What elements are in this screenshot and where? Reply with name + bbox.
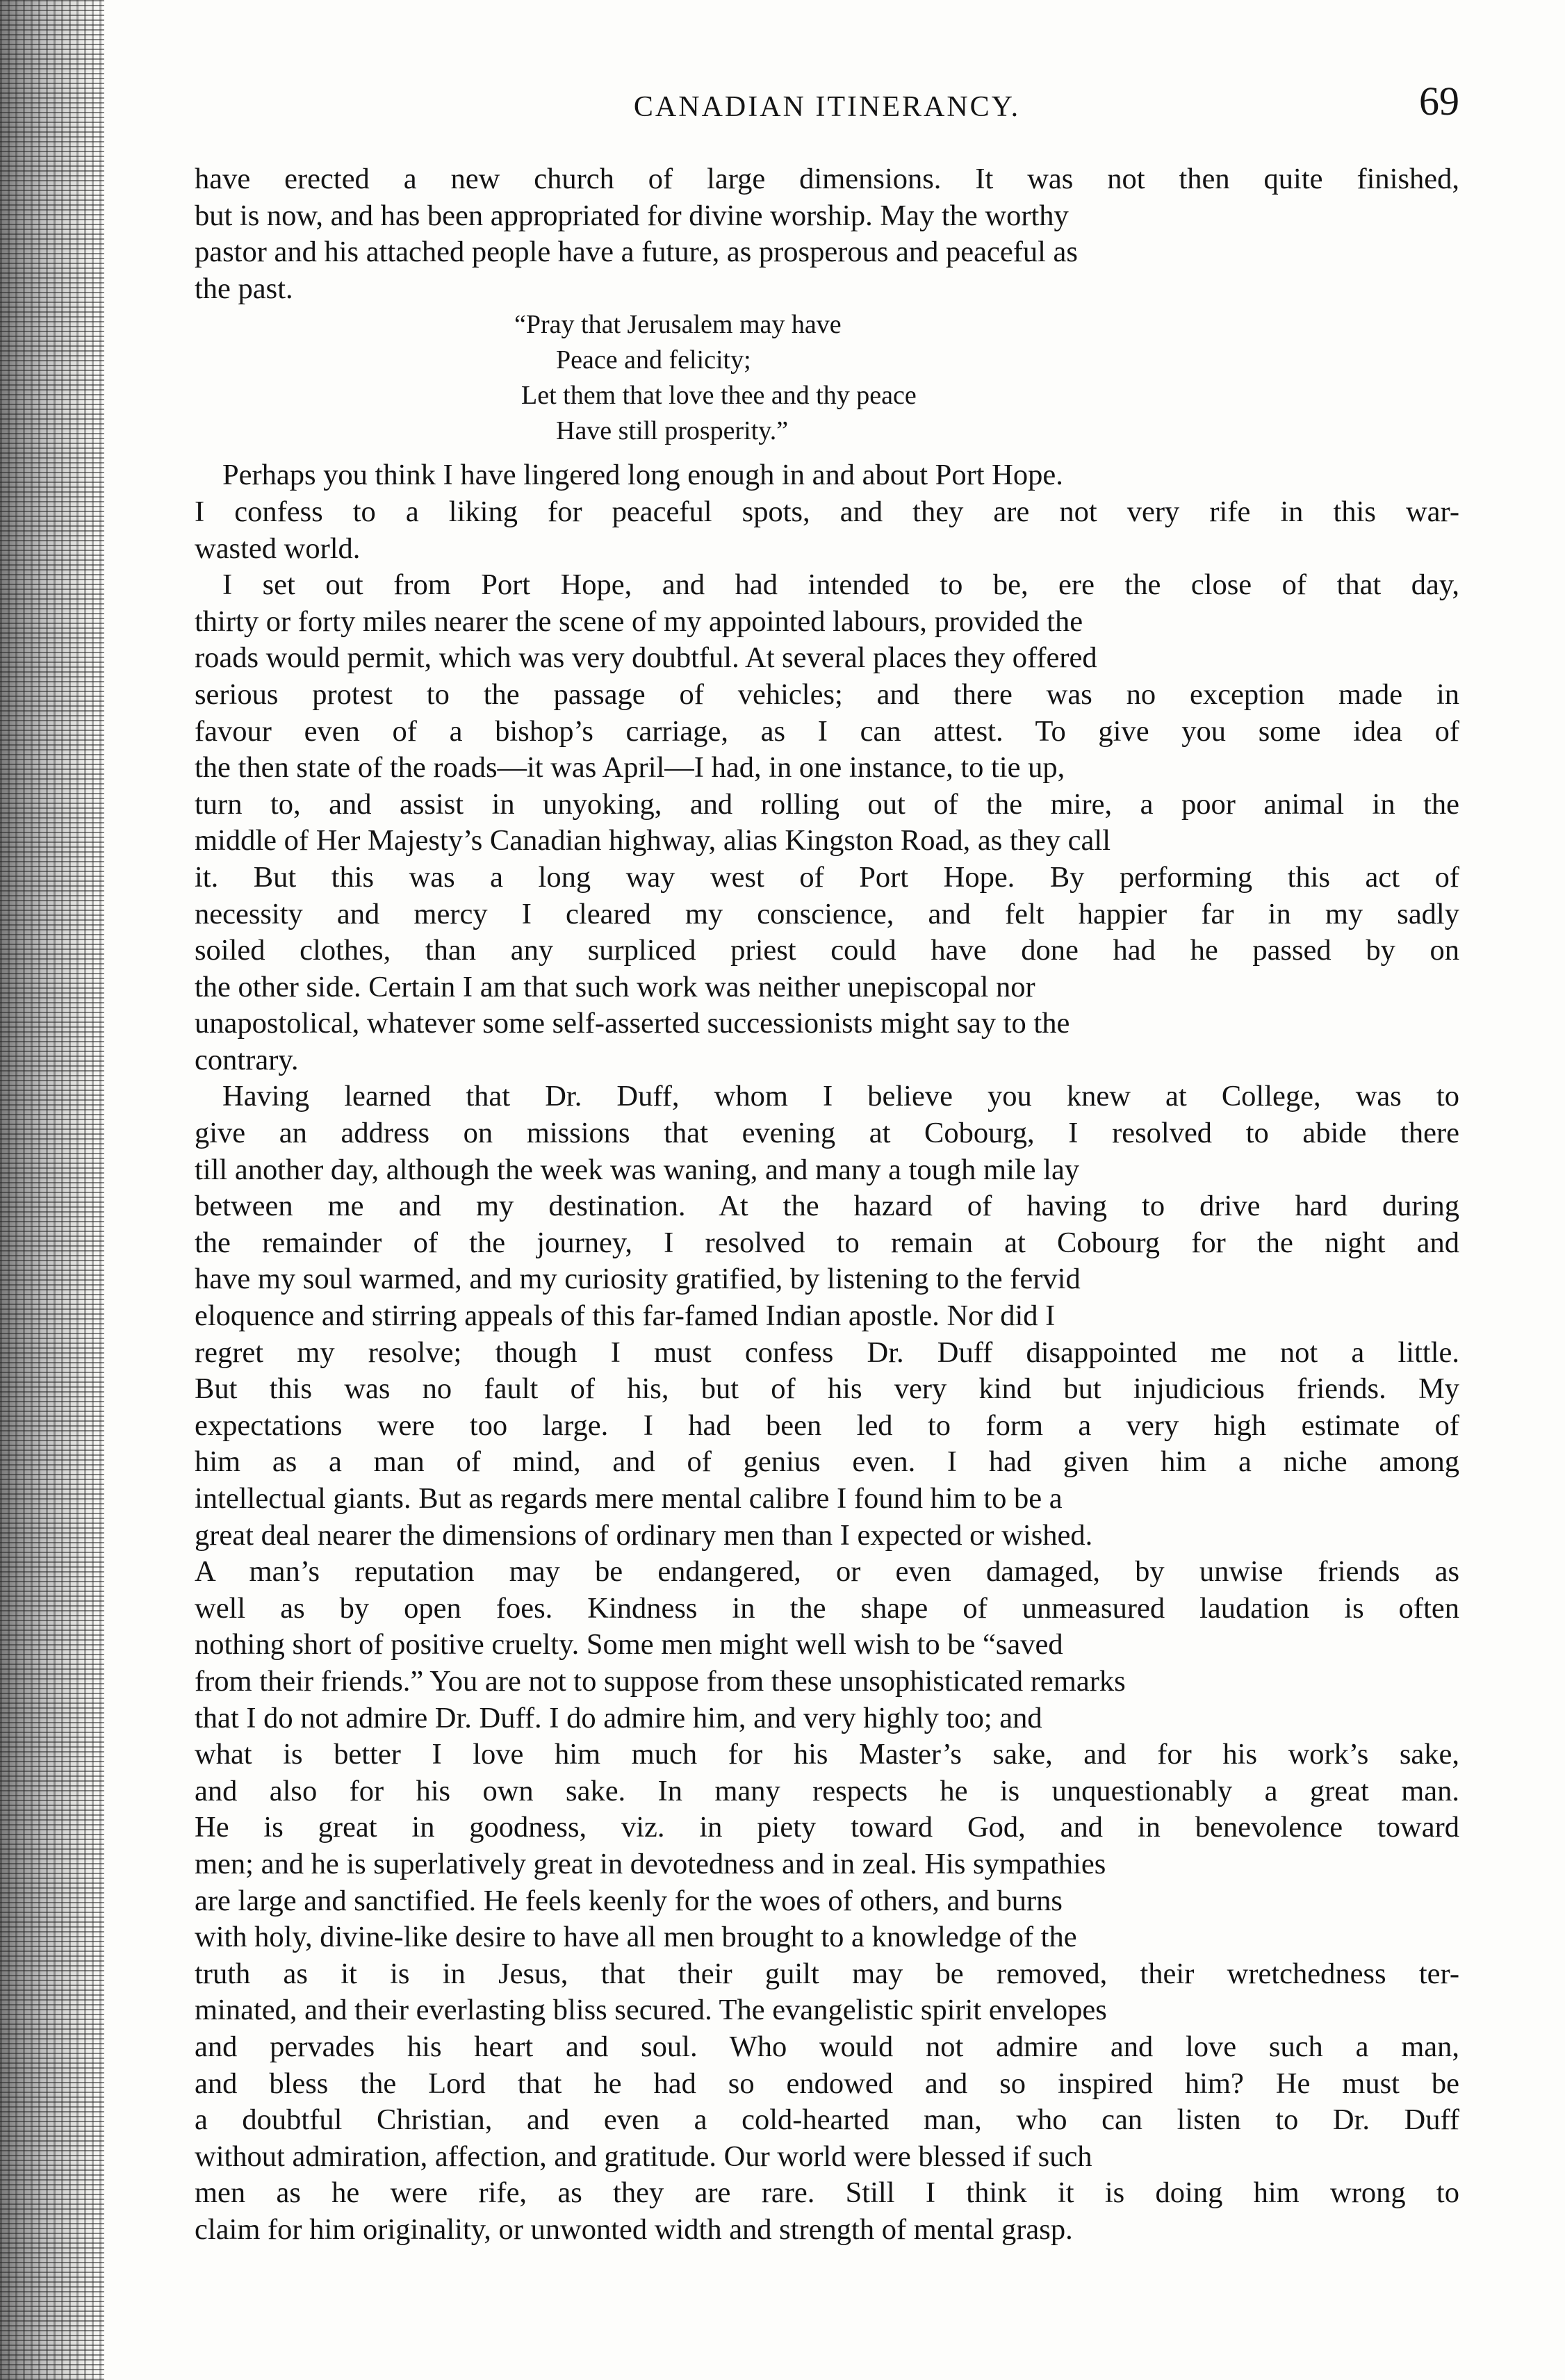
text-line: give an address on missions that evening at Cobourg, I resolved to abide there <box>195 1117 1459 1150</box>
text-line: truth as it is in Jesus, that their guilt may be removed, their wretchedness ter- <box>195 1957 1459 1990</box>
text-line: men as he were rife, as they are rare. Still I think it is doing him wrong to <box>195 2176 1459 2210</box>
text-line: great deal nearer the dimensions of ordinary men than I expected or wished. <box>195 1518 1093 1552</box>
text-line: the other side. Certain I am that such work was neither unepiscopal nor <box>195 970 1035 1003</box>
text-line: the remainder of the journey, I resolved to remain at Cobourg for the night and <box>195 1226 1459 1259</box>
body-text <box>195 161 1459 2248</box>
text-line: expectations were too large. I had been led to form a very high estimate of <box>195 1409 1459 1442</box>
text-line: I confess to a liking for peaceful spots, and they are not very rife in this war- <box>195 495 1459 528</box>
text-line: are large and sanctified. He feels keenly for the woes of others, and burns <box>195 1884 1063 1917</box>
text-line: A man’s reputation may be endangered, or even damaged, by unwise friends as <box>195 1555 1459 1589</box>
text-line: I set out from Port Hope, and had intended to be, ere the close of that day, <box>222 568 1459 602</box>
text-line: serious protest to the passage of vehicles; and there was no exception made in <box>195 678 1459 711</box>
text-line: claim for him originality, or unwonted width and strength of mental grasp. <box>195 2213 1073 2246</box>
text-line: what is better I love him much for his Master’s sake, and for his work’s sake, <box>195 1738 1459 1771</box>
text-line: eloquence and stirring appeals of this far-famed Indian apostle. Nor did I <box>195 1299 1056 1333</box>
text-line: pastor and his attached people have a future, as prosperous and peaceful as <box>195 236 1078 269</box>
text-line: that I do not admire Dr. Duff. I do admire him, and very highly too; and <box>195 1701 1042 1734</box>
text-line: favour even of a bishop’s carriage, as I can attest. To give you some idea of <box>195 714 1459 748</box>
text-line: But this was no fault of his, but of his very kind but injudicious friends. My <box>195 1372 1459 1406</box>
text-line: nothing short of positive cruelty. Some men might well wish to be “saved <box>195 1628 1063 1661</box>
text-line: him as a man of mind, and of genius even. I had given him a niche among <box>195 1445 1459 1479</box>
text-line: regret my resolve; though I must confess Dr. Duff disappointed me not a little. <box>195 1336 1459 1369</box>
text-line: Perhaps you think I have lingered long enough in and about Port Hope. <box>222 459 1063 492</box>
text-line: and pervades his heart and soul. Who would not admire and love such a man, <box>195 2030 1459 2063</box>
text-line: have erected a new church of large dimensions. It was not then quite finished, <box>195 163 1459 195</box>
text-line: turn to, and assist in unyoking, and rolling out of the mire, a poor animal in the <box>195 787 1459 821</box>
text-line: He is great in goodness, viz. in piety toward God, and in benevolence toward <box>195 1811 1459 1844</box>
text-line: from their friends.” You are not to suppose from these unsophisticated remarks <box>195 1664 1126 1698</box>
text-line: unapostolical, whatever some self-asserted successionists might say to the <box>195 1007 1070 1040</box>
paragraph-gap <box>195 449 1459 457</box>
text-line: without admiration, affection, and gratitude. Our world were blessed if such <box>195 2140 1092 2173</box>
text-line: soiled clothes, than any surpliced priest could have done had he passed by on <box>195 934 1459 967</box>
verse-line: Peace and felicity; <box>556 345 751 375</box>
text-line: men; and he is superlatively great in devotedness and in zeal. His sympathies <box>195 1847 1106 1880</box>
page-binding-edge <box>0 0 104 2380</box>
text-line: intellectual giants. But as regards mere mental calibre I found him to be a <box>195 1482 1063 1515</box>
text-line: have my soul warmed, and my curiosity gratified, by listening to the fervid <box>195 1263 1081 1296</box>
verse-line: “Pray that Jerusalem may have <box>514 310 842 340</box>
text-line: between me and my destination. At the hazard of having to drive hard during <box>195 1190 1459 1223</box>
text-line: and bless the Lord that he had so endowed and so inspired him? He must be <box>195 2067 1459 2100</box>
text-line: till another day, although the week was waning, and many a tough mile lay <box>195 1153 1080 1186</box>
text-line: with holy, divine-like desire to have all men brought to a knowledge of the <box>195 1921 1077 1954</box>
verse-line: Have still prosperity.” <box>556 416 789 446</box>
page-header <box>195 78 1459 140</box>
text-line: the past. <box>195 272 293 305</box>
text-line: the then state of the roads—it was April—I had, in one instance, to tie up, <box>195 751 1065 785</box>
text-line: and also for his own sake. In many respects he is unquestionably a great man. <box>195 1774 1459 1807</box>
verse-quotation <box>195 307 1459 449</box>
running-title: CANADIAN ITINERANCY. <box>633 91 1021 123</box>
text-line: minated, and their everlasting bliss secured. The evangelistic spirit envelopes <box>195 1994 1107 2027</box>
text-line: but is now, and has been appropriated for divine worship. May the worthy <box>195 199 1069 232</box>
text-line: middle of Her Majesty’s Canadian highway, alias Kingston Road, as they call <box>195 824 1111 857</box>
text-line: wasted world. <box>195 532 361 565</box>
text-line: well as by open foes. Kindness in the shape of unmeasured laudation is often <box>195 1591 1459 1625</box>
text-line: a doubtful Christian, and even a cold-hearted man, who can listen to Dr. Duff <box>195 2103 1459 2137</box>
text-line: Having learned that Dr. Duff, whom I believe you knew at College, was to <box>222 1080 1459 1113</box>
verse-line: Let them that love thee and thy peace <box>521 381 917 411</box>
text-line: necessity and mercy I cleared my conscience, and felt happier far in my sadly <box>195 897 1459 930</box>
text-line: it. But this was a long way west of Port Hope. By performing this act of <box>195 860 1459 894</box>
text-line: roads would permit, which was very doubtful. At several places they offered <box>195 641 1097 675</box>
page-number: 69 <box>1419 79 1459 124</box>
text-line: contrary. <box>195 1043 299 1076</box>
text-line: thirty or forty miles nearer the scene of my appointed labours, provided the <box>195 605 1083 638</box>
